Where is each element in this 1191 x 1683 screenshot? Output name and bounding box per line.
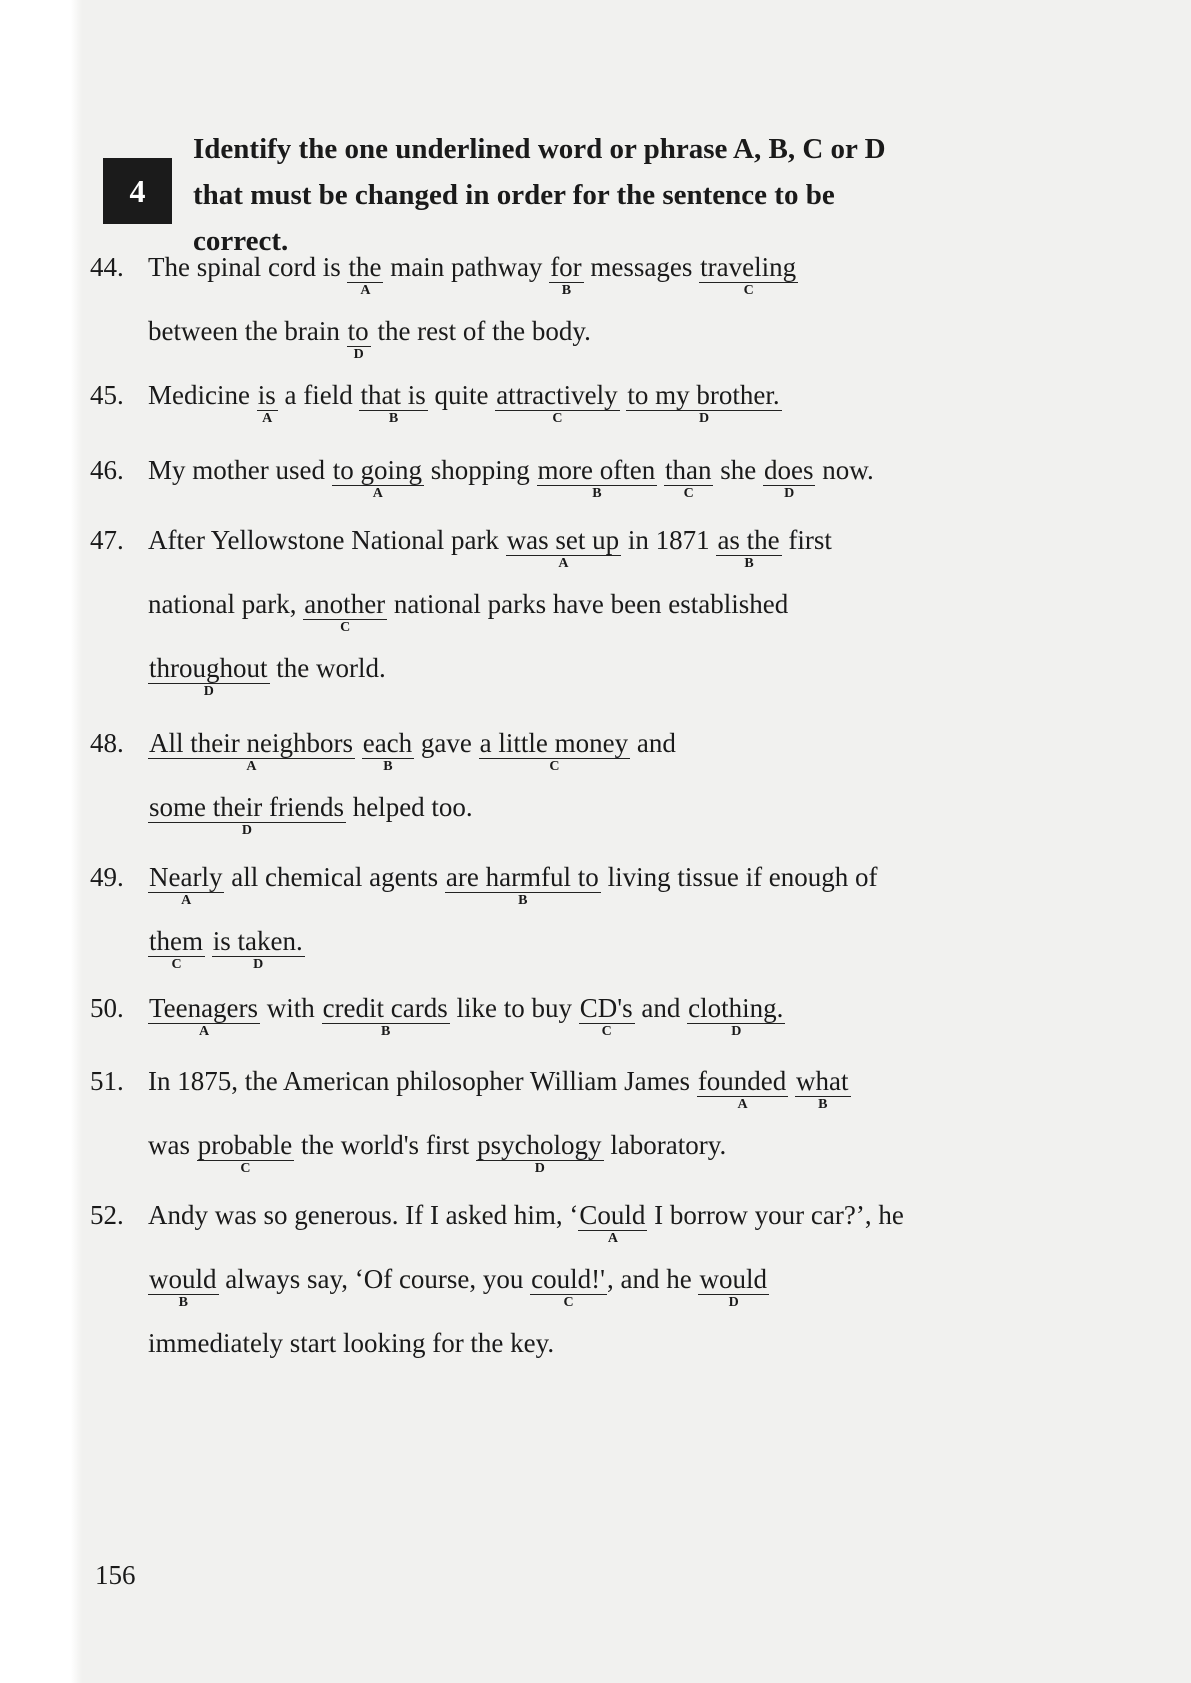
underlined-option: [347, 316, 371, 362]
sentence-text: now.: [815, 455, 874, 485]
sentence-text: with: [260, 993, 322, 1023]
option-letter: B: [744, 556, 754, 571]
sentence-text: was: [148, 1130, 197, 1160]
underlined-option: [359, 380, 427, 426]
underlined-option: [212, 926, 305, 972]
question-line: [90, 862, 878, 908]
question-number: 44.: [90, 252, 124, 282]
underlined-option: [763, 455, 816, 501]
question-line: [148, 316, 591, 362]
option-letter: B: [388, 411, 399, 426]
sentence-text: I borrow your car?’, he: [647, 1200, 904, 1230]
option-text: could!': [531, 1264, 606, 1294]
sentence-text: in 1871: [621, 525, 717, 555]
sentence-text: gave: [414, 728, 479, 758]
question-line: [90, 1200, 904, 1246]
option-text: Teenagers: [149, 993, 259, 1023]
sentence-text: immediately start looking for the key.: [148, 1328, 555, 1358]
question-line: [90, 728, 676, 774]
question-line: [90, 1066, 851, 1112]
option-letter: C: [743, 283, 754, 298]
question-line: [148, 1328, 554, 1359]
sentence-text: main pathway: [383, 252, 550, 282]
option-letter: C: [601, 1024, 612, 1039]
sentence-text: the world.: [269, 653, 386, 683]
option-letter: A: [558, 556, 569, 571]
option-text: attractively: [496, 380, 618, 410]
underlined-option: [148, 653, 270, 699]
sentence-text: a field: [277, 380, 360, 410]
option-letter: B: [518, 893, 528, 908]
sentence-text: messages: [583, 252, 700, 282]
sentence-text: Andy was so generous. If I asked him, ‘: [148, 1200, 579, 1230]
underlined-option: [303, 589, 387, 635]
underlined-option: [578, 1200, 647, 1246]
sentence-text: [788, 1066, 795, 1096]
option-letter: C: [683, 486, 694, 501]
underlined-option: [697, 1066, 788, 1112]
option-letter: D: [534, 1161, 545, 1176]
option-letter: C: [340, 620, 351, 635]
sentence-text: My mother used: [148, 455, 332, 485]
question-line: [148, 792, 473, 838]
option-text: to: [347, 316, 369, 346]
option-text: as the: [717, 525, 780, 555]
option-letter: D: [784, 486, 795, 501]
sentence-text: In 1875, the American philosopher William James: [148, 1066, 697, 1096]
question-number: 47.: [90, 525, 124, 555]
option-letter: C: [240, 1161, 251, 1176]
underlined-option: [148, 993, 260, 1039]
option-letter: C: [563, 1295, 574, 1310]
underlined-option: [148, 728, 355, 774]
question-number: 51.: [90, 1066, 124, 1096]
option-text: is taken.: [212, 926, 303, 956]
instruction-line: Identify the one underlined word or phrase A, B, C or D: [193, 133, 886, 165]
underlined-option: [322, 993, 450, 1039]
option-text: is: [257, 380, 276, 410]
underlined-option: [530, 1264, 607, 1310]
underlined-option: [687, 993, 785, 1039]
section-instruction: [193, 126, 1093, 264]
underlined-option: [537, 455, 658, 501]
option-text: psychology: [477, 1130, 602, 1160]
question-number: 52.: [90, 1200, 124, 1230]
sentence-text: [657, 455, 664, 485]
option-letter: B: [383, 759, 393, 774]
option-text: some their friends: [149, 792, 344, 822]
option-text: founded: [697, 1066, 787, 1096]
sentence-text: After Yellowstone National park: [148, 525, 506, 555]
option-letter: C: [552, 411, 563, 426]
question-line: [90, 993, 785, 1039]
underlined-option: [257, 380, 278, 426]
question-line: [90, 380, 782, 426]
question-number: 50.: [90, 993, 124, 1023]
option-letter: B: [818, 1097, 828, 1112]
underlined-option: [579, 993, 635, 1039]
underlined-option: [626, 380, 781, 426]
sentence-text: the rest of the body.: [370, 316, 591, 346]
option-letter: D: [353, 347, 364, 362]
option-text: for: [550, 252, 582, 282]
sentence-text: , and he: [607, 1264, 699, 1294]
underlined-option: [197, 1130, 294, 1176]
underlined-option: [148, 792, 346, 838]
option-letter: D: [698, 411, 710, 426]
option-text: the: [348, 252, 382, 282]
underlined-option: [549, 252, 583, 298]
option-text: a little money: [479, 728, 629, 758]
sentence-text: laboratory.: [603, 1130, 727, 1160]
sentence-text: always say, ‘Of course, you: [218, 1264, 531, 1294]
option-text: each: [362, 728, 413, 758]
sentence-text: all chemical agents: [224, 862, 445, 892]
option-text: them: [149, 926, 203, 956]
option-letter: B: [178, 1295, 188, 1310]
option-letter: A: [737, 1097, 748, 1112]
underlined-option: [347, 252, 383, 298]
option-letter: B: [592, 486, 602, 501]
sentence-text: [205, 926, 212, 956]
option-text: Could: [579, 1200, 646, 1230]
option-letter: A: [262, 411, 273, 426]
underlined-option: [664, 455, 714, 501]
underlined-option: [716, 525, 781, 571]
option-text: what: [796, 1066, 849, 1096]
sentence-text: between the brain: [148, 316, 347, 346]
underlined-option: [698, 1264, 769, 1310]
underlined-option: [479, 728, 630, 774]
option-letter: A: [181, 893, 192, 908]
underlined-option: [699, 252, 798, 298]
option-text: another: [304, 589, 386, 619]
sentence-text: shopping: [424, 455, 537, 485]
question-line: [148, 1264, 769, 1310]
sentence-text: she: [713, 455, 763, 485]
page-number: 156: [95, 1560, 136, 1590]
option-text: throughout: [149, 653, 268, 683]
underlined-option: [332, 455, 424, 501]
sentence-text: and: [630, 728, 676, 758]
sentence-text: Medicine: [148, 380, 257, 410]
option-letter: A: [360, 283, 371, 298]
underlined-option: [148, 926, 205, 972]
underlined-option: [795, 1066, 850, 1112]
sentence-text: [620, 380, 627, 410]
option-letter: D: [731, 1024, 742, 1039]
sentence-text: the world's first: [294, 1130, 477, 1160]
option-text: clothing.: [688, 993, 784, 1023]
section-number-badge: 4: [103, 158, 172, 224]
underlined-option: [445, 862, 601, 908]
question-number: 49.: [90, 862, 124, 892]
underlined-option: [362, 728, 414, 774]
instruction-line: that must be changed in order for the sentence to be: [193, 179, 835, 211]
option-letter: D: [241, 823, 253, 838]
sentence-text: first: [781, 525, 832, 555]
underlined-option: [495, 380, 619, 426]
option-text: probable: [197, 1130, 293, 1160]
question-number: 48.: [90, 728, 124, 758]
question-line: [90, 525, 832, 571]
question-number: 45.: [90, 380, 124, 410]
option-text: would: [699, 1264, 767, 1294]
option-text: does: [763, 455, 814, 485]
option-letter: D: [728, 1295, 739, 1310]
underlined-option: [476, 1130, 604, 1176]
sentence-text: living tissue if enough of: [600, 862, 878, 892]
option-text: more often: [537, 455, 656, 485]
option-letter: D: [203, 684, 214, 699]
option-text: than: [664, 455, 712, 485]
underlined-option: [148, 862, 224, 908]
option-text: that is: [360, 380, 426, 410]
option-letter: B: [380, 1024, 391, 1039]
option-text: are harmful to: [445, 862, 599, 892]
sentence-text: quite: [427, 380, 496, 410]
underlined-option: [148, 1264, 219, 1310]
option-text: credit cards: [322, 993, 448, 1023]
option-text: would: [149, 1264, 217, 1294]
option-text: All their neighbors: [149, 728, 353, 758]
option-letter: A: [198, 1024, 210, 1039]
question-line: [148, 926, 305, 972]
option-letter: A: [607, 1231, 618, 1246]
question-number: 46.: [90, 455, 124, 485]
option-letter: D: [253, 957, 264, 972]
option-text: was set up: [506, 525, 620, 555]
option-text: to my brother.: [627, 380, 780, 410]
option-letter: A: [246, 759, 257, 774]
instruction-line: correct.: [193, 225, 289, 257]
question-line: [90, 252, 798, 298]
option-text: Nearly: [149, 862, 223, 892]
question-line: [90, 455, 874, 501]
sentence-text: national park,: [148, 589, 304, 619]
option-letter: C: [171, 957, 182, 972]
option-text: traveling: [700, 252, 797, 282]
sentence-text: helped too.: [345, 792, 473, 822]
sentence-text: national parks have been established: [387, 589, 789, 619]
option-letter: A: [372, 486, 383, 501]
sentence-text: The spinal cord is: [148, 252, 348, 282]
sentence-text: and: [634, 993, 688, 1023]
question-line: [148, 589, 789, 635]
option-text: CD's: [579, 993, 633, 1023]
question-line: [148, 1130, 727, 1176]
underlined-option: [506, 525, 621, 571]
sentence-text: like to buy: [449, 993, 579, 1023]
option-letter: B: [561, 283, 572, 298]
question-line: [148, 653, 386, 699]
sentence-text: [355, 728, 362, 758]
option-letter: C: [549, 759, 560, 774]
option-text: to going: [332, 455, 422, 485]
